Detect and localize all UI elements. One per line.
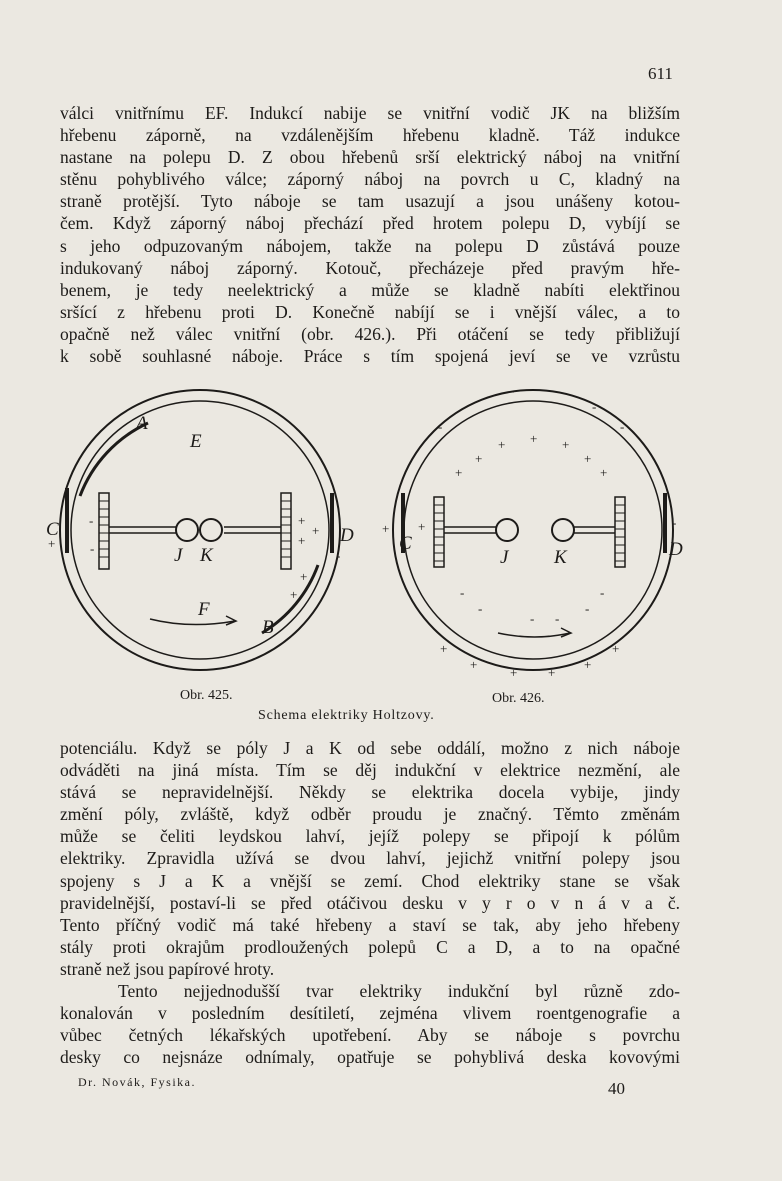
text-line: straně protější. Tyto náboje se tam usazují a jsou unášeny kotou-: [60, 191, 680, 212]
label-a: A: [136, 413, 148, 434]
plus-sign: +: [382, 521, 390, 536]
plus-sign: +: [440, 641, 448, 656]
plus-sign: +: [498, 437, 506, 452]
text-line: k sobě souhlasné náboje. Práce s tím spojená jeví se ve vzrůstu: [60, 346, 680, 367]
plus-sign: +: [290, 587, 298, 602]
plus-sign: +: [418, 519, 426, 534]
text-line: odváděti na jiná místa. Tím se děj indukční v elektrice nezmění, ale: [60, 760, 680, 781]
minus-sign: -: [90, 541, 95, 556]
minus-sign: -: [89, 513, 94, 528]
label-j: J: [174, 545, 183, 566]
comb-left: [434, 497, 444, 567]
electrode-k: [200, 519, 222, 541]
minus-sign: -: [555, 611, 560, 626]
electrode-j: [496, 519, 518, 541]
text-line: opačně než válec vnitřní (obr. 426.). Při otáčení se tedy přibližují: [60, 323, 680, 344]
electrode-k: [552, 519, 574, 541]
minus-sign: -: [510, 385, 515, 398]
label-c: C: [399, 533, 412, 554]
text-line: pravidelnější, postaví-li se před otáčivou desku v y r o v n á v a č.: [60, 892, 680, 913]
plus-sign: +: [584, 657, 592, 672]
label-j: J: [500, 547, 509, 568]
text-line: čem. Když záporný náboj přechází před hrotem polepu D, vybíjí se: [60, 213, 680, 234]
minus-sign: -: [336, 548, 341, 563]
electrode-j: [176, 519, 198, 541]
text-line: elektriky. Zpravidla užívá se dvou lahví, jejichž vnitřní polepy jsou: [60, 848, 680, 869]
text-line: může se čeliti leydskou lahví, jejíž polepy se připojí k pólům: [60, 826, 680, 847]
text-line: stály proti okrajům prodloužených polepů C a D, a to na opačné: [60, 936, 680, 957]
plus-sign: +: [612, 641, 620, 656]
plus-sign: +: [470, 657, 478, 672]
label-b: B: [262, 617, 274, 638]
text-line: potenciálu. Když se póly J a K od sebe oddálí, možno z nich náboje: [60, 738, 680, 758]
plus-sign: +: [548, 665, 556, 680]
text-line: nastane na polepu D. Z obou hřebenů srší elektrický náboj na vnitřní: [60, 147, 680, 168]
text-line: s jeho odpuzovaným nábojem, takže na polepu D zůstává pouze: [60, 235, 680, 256]
footer-author: Dr. Novák, Fysika.: [78, 1075, 196, 1089]
text-line: benem, je tedy neelektrický a může se kladně nabíti elektřinou: [60, 279, 680, 300]
plus-sign: +: [300, 569, 308, 584]
text-line: Tento příčný vodič má také hřebeny a staví se tak, aby jeho hřebeny: [60, 914, 680, 935]
text-line: sršící z hřebenu proti D. Konečně nabíjí se i vnější válec, a to: [60, 301, 680, 322]
text-line: hřebenu záporně, na vzdálenějším hřebenu kladně. Táž indukce: [60, 125, 680, 146]
text-line: indukovaný náboj záporný. Kotouč, přecházeje před pravým hře-: [60, 257, 680, 278]
label-d: D: [340, 525, 354, 546]
figure-caption-main: Schema elektriky Holtzovy.: [258, 708, 435, 723]
minus-sign: -: [478, 601, 483, 616]
text-line: válci vnitřnímu EF. Indukcí nabije se vnitřní vodič JK na bližším: [60, 103, 680, 123]
plus-sign: +: [475, 451, 483, 466]
text-line: stává se nepravidelnější. Někdy se elektrika docela vybije, jindy: [60, 782, 680, 803]
paragraph-bottom: [60, 737, 680, 1068]
figure-caption-425: Obr. 425.: [180, 688, 233, 703]
plus-sign: +: [530, 431, 538, 446]
paragraph-top: [60, 102, 680, 367]
rotation-arrow: [498, 633, 570, 637]
text-line: spojeny s J a K a vnější se zemí. Chod elektriky stane se však: [60, 870, 680, 891]
label-d: D: [669, 539, 683, 560]
plus-sign: +: [562, 437, 570, 452]
plus-sign: +: [298, 513, 306, 528]
minus-sign: -: [530, 611, 535, 626]
label-c: C: [46, 519, 59, 540]
comb-right: [615, 497, 625, 567]
figure-caption-426: Obr. 426.: [492, 691, 545, 706]
text-line: změní póly, zvláště, když odběr proudu je značný. Těmto změnám: [60, 804, 680, 825]
minus-sign: -: [672, 515, 677, 530]
text-line: straně než jsou papírové hroty.: [60, 958, 275, 979]
minus-sign: -: [585, 601, 590, 616]
figures-holtz-machine: [0, 385, 782, 685]
page-number: 611: [648, 64, 673, 83]
minus-sign: -: [556, 385, 561, 398]
minus-sign: -: [620, 419, 625, 434]
text-line: desky co nejsnáze odnímaly, opatřuje se pohyblivá deska kovovými: [60, 1047, 680, 1068]
footer-signature: 40: [608, 1079, 625, 1098]
plus-sign: +: [312, 523, 320, 538]
comb-right: [281, 493, 291, 569]
minus-sign: -: [600, 585, 605, 600]
plus-sign: +: [510, 665, 518, 680]
minus-sign: -: [438, 419, 443, 434]
text-line: konalován v posledním desítiletí, zejména vlivem roentgenografie a: [60, 1003, 680, 1024]
text-line: vůbec četných lékařských upotřebení. Aby se náboje s povrchu: [60, 1025, 680, 1046]
text-line: Tento nejjednodušší tvar elektriky indukční byl různě zdo-: [118, 981, 680, 1002]
comb-left: [99, 493, 109, 569]
label-k: K: [554, 547, 567, 568]
plus-sign: +: [455, 465, 463, 480]
rotation-arrow: [150, 619, 235, 625]
plus-sign: +: [48, 536, 56, 551]
plus-sign: +: [584, 451, 592, 466]
minus-sign: -: [592, 399, 597, 414]
plus-sign: +: [600, 465, 608, 480]
label-f: F: [198, 599, 210, 620]
minus-sign: -: [460, 585, 465, 600]
text-line: stěnu pohyblivého válce; záporný náboj na povrch u C, kladný na: [60, 169, 680, 190]
label-k: K: [200, 545, 213, 566]
plus-sign: +: [298, 533, 306, 548]
label-e: E: [190, 431, 202, 452]
